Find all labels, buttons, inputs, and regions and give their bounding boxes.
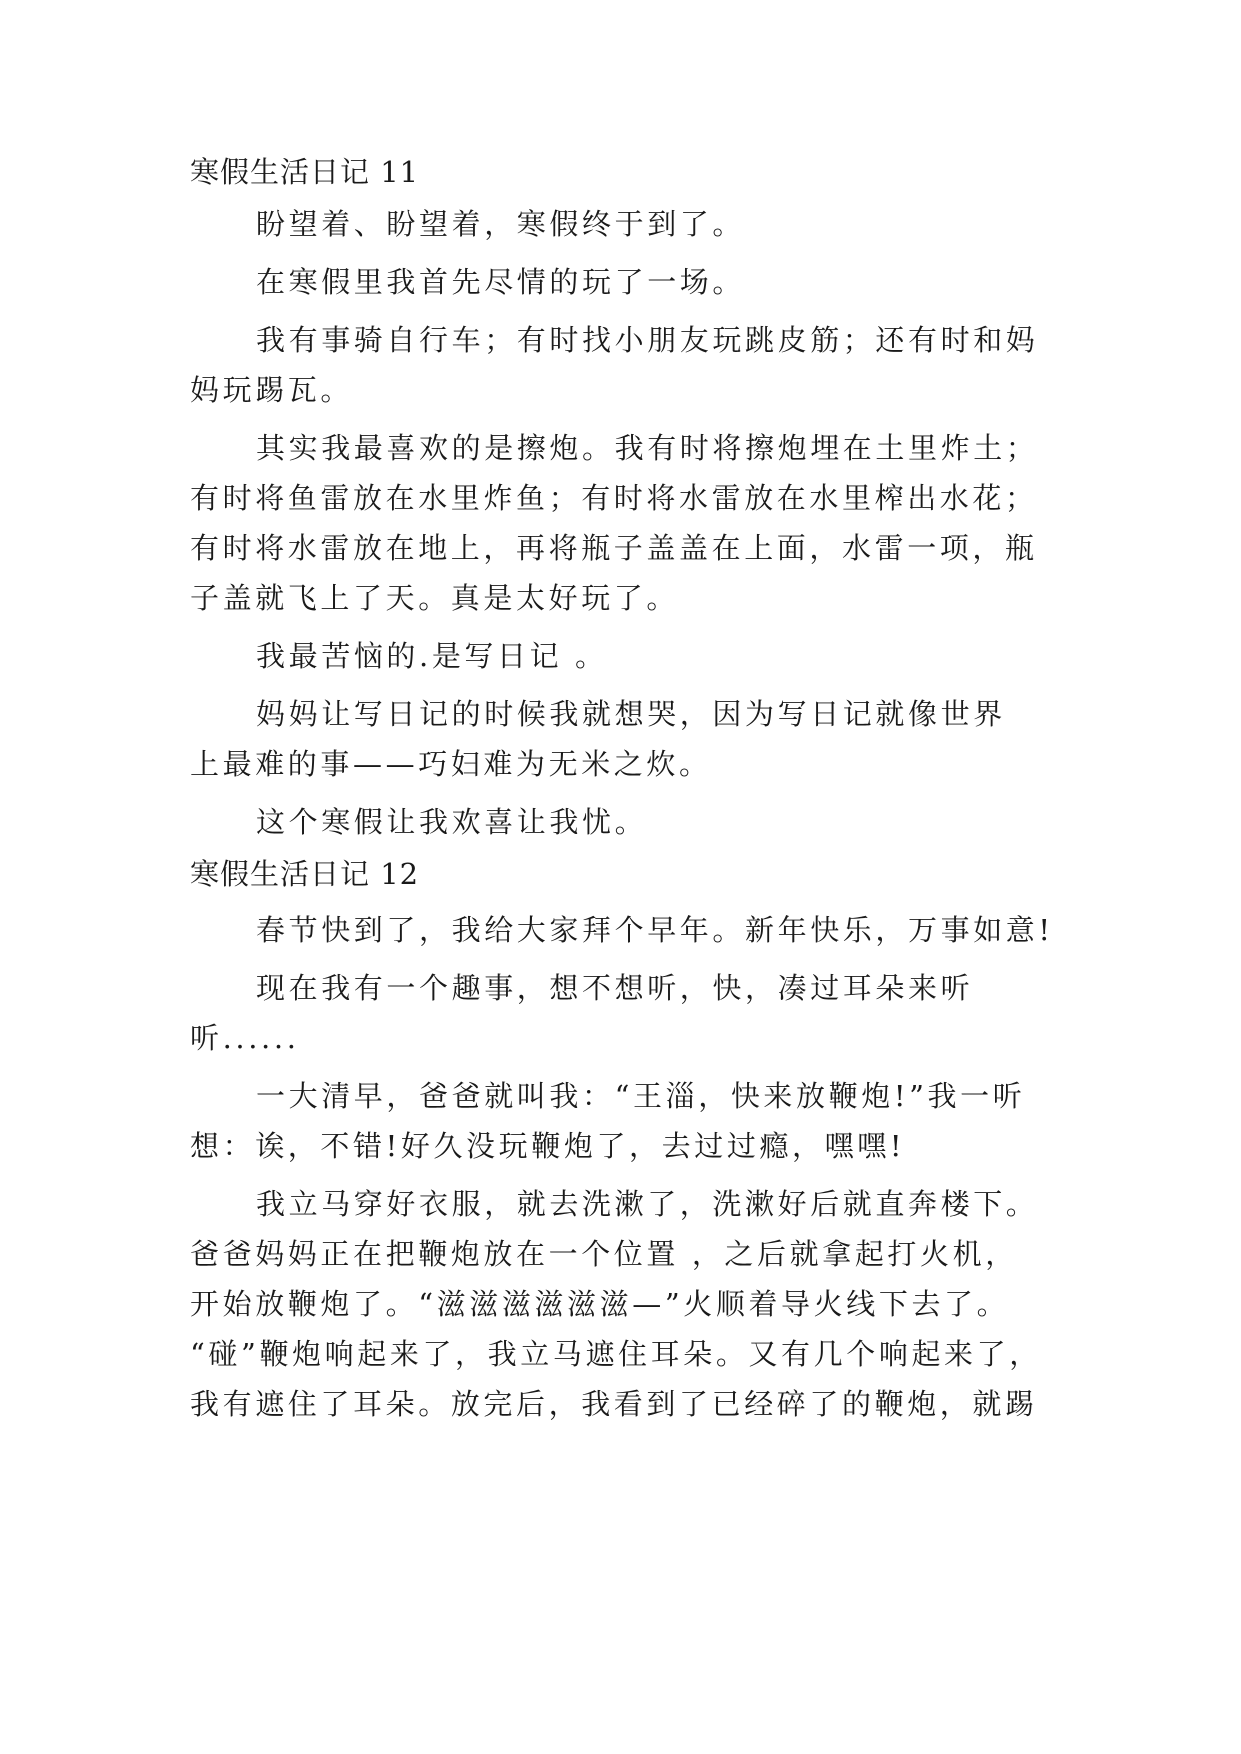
paragraph-line: 其实我最喜欢的是擦炮。我有时将擦炮埋在土里炸土；	[256, 431, 1039, 465]
paragraph-line: 妈妈让写日记的时候我就想哭，因为写日记就像世界	[256, 697, 1006, 731]
paragraph-line: 我最苦恼的.是写日记 。	[256, 639, 608, 673]
paragraph-line: 我有遮住了耳朵。放完后，我看到了已经碎了的鞭炮，就踢	[190, 1387, 1038, 1421]
paragraph-line: 听......	[190, 1021, 300, 1055]
section-title: 寒假生活日记 12	[190, 857, 420, 891]
paragraph-line: 有时将鱼雷放在水里炸鱼；有时将水雷放在水里榨出水花；	[190, 481, 1038, 515]
paragraph-line: 一大清早，爸爸就叫我：“王淄，快来放鞭炮!”我一听	[256, 1079, 1026, 1113]
paragraph-line: 春节快到了，我给大家拜个早年。新年快乐，万事如意!	[256, 913, 1054, 947]
paragraph-line: 我立马穿好衣服，就去洗漱了，洗漱好后就直奔楼下。	[256, 1187, 1039, 1221]
paragraph-line: 上最难的事——巧妇难为无米之炊。	[190, 747, 712, 781]
paragraph-line: 有时将水雷放在地上，再将瓶子盖盖在上面，水雷一项，瓶	[190, 531, 1038, 565]
paragraph-line: 妈玩踢瓦。	[190, 373, 354, 407]
section-title: 寒假生活日记 11	[190, 155, 420, 189]
paragraph-line: 我有事骑自行车；有时找小朋友玩跳皮筋；还有时和妈	[256, 323, 1039, 357]
paragraph-line: “碰”鞭炮响起来了，我立马遮住耳朵。又有几个响起来了，	[190, 1337, 1042, 1371]
paragraph-line: 子盖就飞上了天。真是太好玩了。	[190, 581, 680, 615]
paragraph-line: 现在我有一个趣事，想不想听，快，凑过耳朵来听	[256, 971, 974, 1005]
paragraph-line: 这个寒假让我欢喜让我忧。	[256, 805, 648, 839]
paragraph-line: 开始放鞭炮了。“滋滋滋滋滋滋—”火顺着导火线下去了。	[190, 1287, 1010, 1321]
paragraph-line: 爸爸妈妈正在把鞭炮放在一个位置 ，之后就拿起打火机，	[190, 1237, 1018, 1271]
paragraph-line: 想：诶，不错!好久没玩鞭炮了，去过过瘾，嘿嘿!	[190, 1129, 906, 1163]
paragraph-line: 在寒假里我首先尽情的玩了一场。	[256, 265, 746, 299]
paragraph-line: 盼望着、盼望着，寒假终于到了。	[256, 207, 746, 241]
